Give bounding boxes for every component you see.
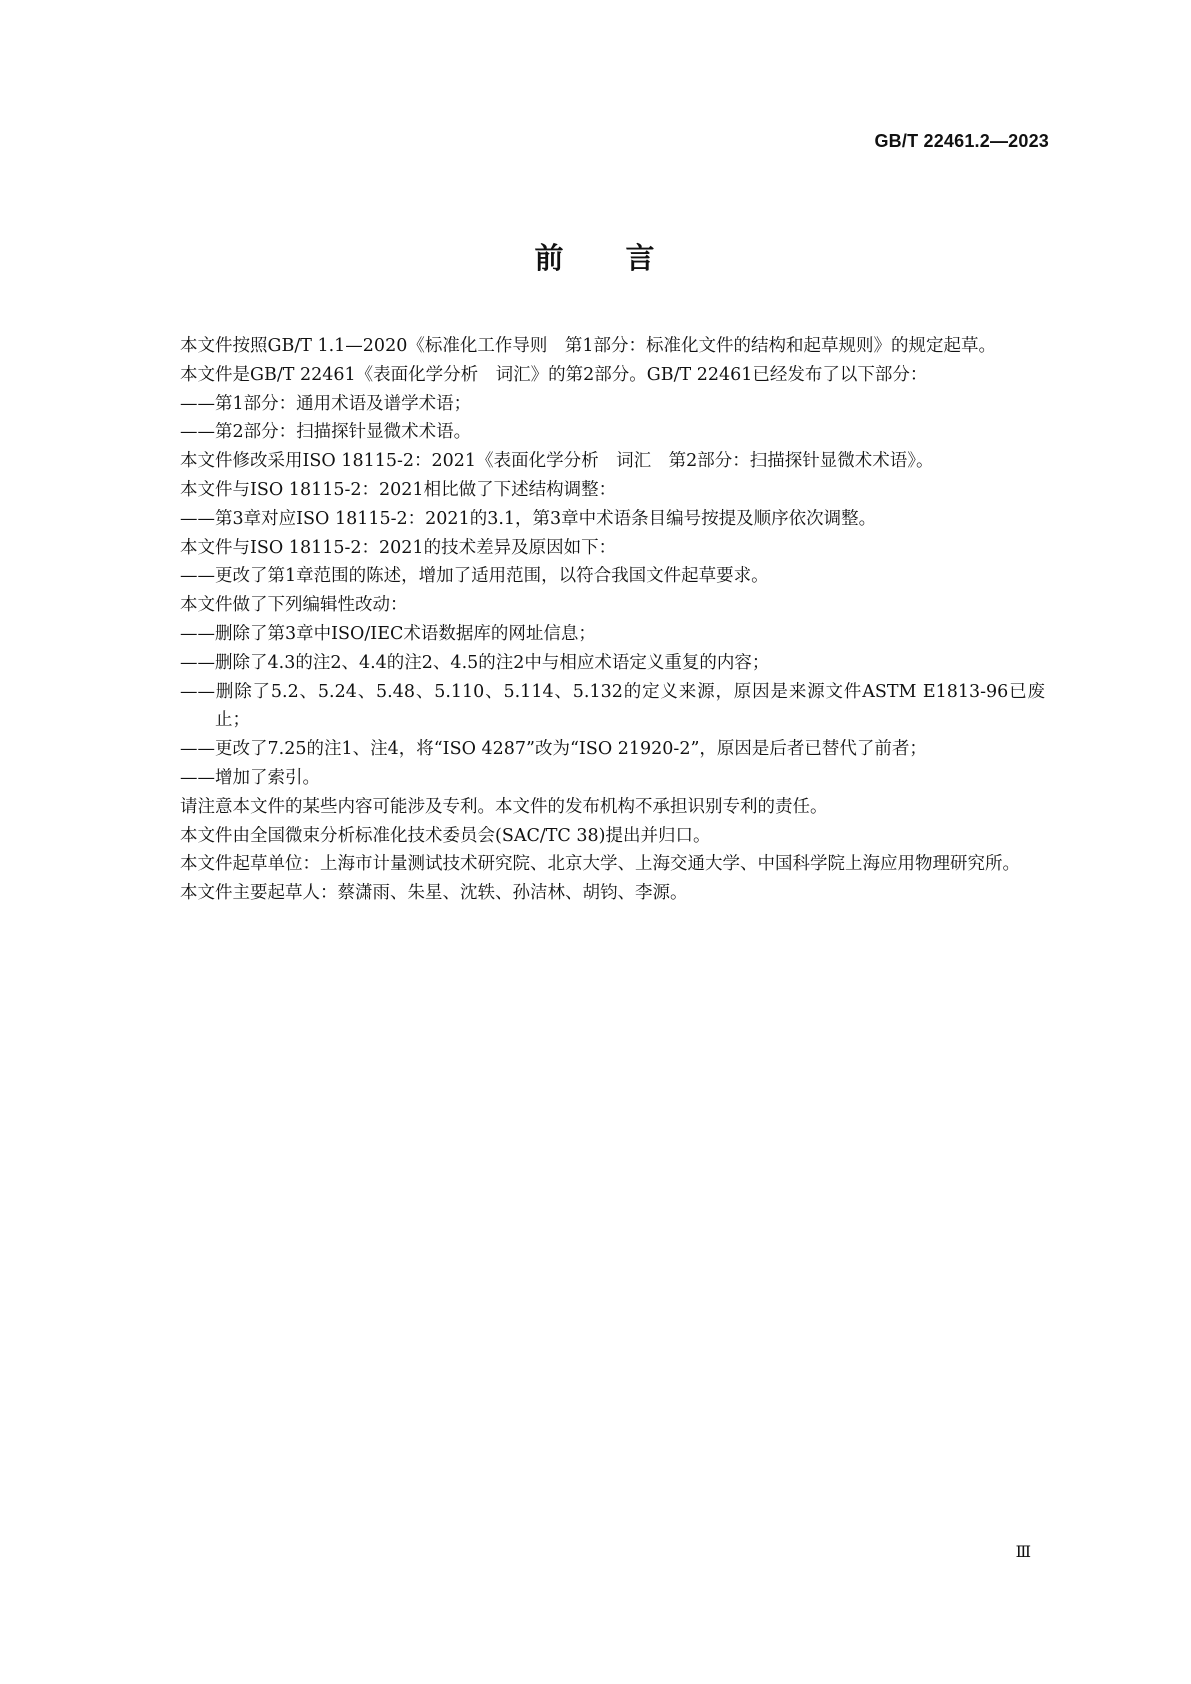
list-item-technical-difference: ——更改了第1章范围的陈述，增加了适用范围，以符合我国文件起草要求。 — [180, 566, 769, 587]
paragraph-editorial-changes: 本文件做了下列编辑性改动： — [180, 595, 408, 616]
paragraph-technical-differences: 本文件与ISO 18115-2：2021的技术差异及原因如下： — [180, 537, 617, 558]
preface-body — [145, 332, 1045, 908]
standard-code: GB/T 22461.2—2023 — [874, 131, 1049, 151]
page-number: Ⅲ — [1015, 1542, 1031, 1561]
paragraph-drafting-units: 本文件起草单位：上海市计量测试技术研究院、北京大学、上海交通大学、中国科学院上海应用物理研究所。 — [180, 854, 1020, 875]
page-title — [0, 236, 1191, 277]
list-item-part-1: ——第1部分：通用术语及谱学术语； — [180, 393, 472, 414]
title-char-1: 前 — [534, 241, 566, 275]
paragraph-series-part: 本文件是GB/T 22461《表面化学分析 词汇》的第2部分。GB/T 22461已经发布了以下部分： — [180, 364, 928, 385]
paragraph-drafting-rules: 本文件按照GB/T 1.1—2020《标准化工作导则 第1部分：标准化文件的结构和起草规则》的规定起草。 — [180, 336, 996, 356]
list-item-part-2: ——第2部分：扫描探针显微术术语。 — [180, 422, 472, 443]
paragraph-adoption: 本文件修改采用ISO 18115-2：2021《表面化学分析 词汇 第2部分：扫描探针显微术术语》。 — [180, 451, 934, 472]
paragraph-patent-notice: 请注意本文件的某些内容可能涉及专利。本文件的发布机构不承担识别专利的责任。 — [180, 796, 828, 817]
list-item-editorial-change-2: ——删除了4.3的注2、4.4的注2、4.5的注2中与相应术语定义重复的内容； — [180, 652, 770, 673]
list-item-editorial-change-4: ——更改了7.25的注1、注4，将“ISO 4287”改为“ISO 21920-2”，原因是后者已替代了前者； — [180, 739, 927, 760]
title-char-2: 言 — [625, 241, 657, 275]
list-item-editorial-change-5: ——增加了索引。 — [180, 767, 320, 788]
list-item-editorial-change-3: ——删除了5.2、5.24、5.48、5.110、5.114、5.132的定义来源，原因是来源文件ASTM E1813-96已废止； — [180, 681, 1045, 731]
paragraph-structure-changes: 本文件与ISO 18115-2：2021相比做了下述结构调整： — [180, 479, 617, 500]
paragraph-proposer: 本文件由全国微束分析标准化技术委员会(SAC/TC 38)提出并归口。 — [180, 825, 711, 846]
list-item-editorial-change-1: ——删除了第3章中ISO/IEC术语数据库的网址信息； — [180, 623, 596, 644]
list-item-structure-change: ——第3章对应ISO 18115-2：2021的3.1，第3章中术语条目编号按提及顺序依次调整。 — [180, 508, 877, 529]
paragraph-drafters: 本文件主要起草人：蔡潇雨、朱星、沈轶、孙洁林、胡钧、李源。 — [180, 883, 688, 904]
